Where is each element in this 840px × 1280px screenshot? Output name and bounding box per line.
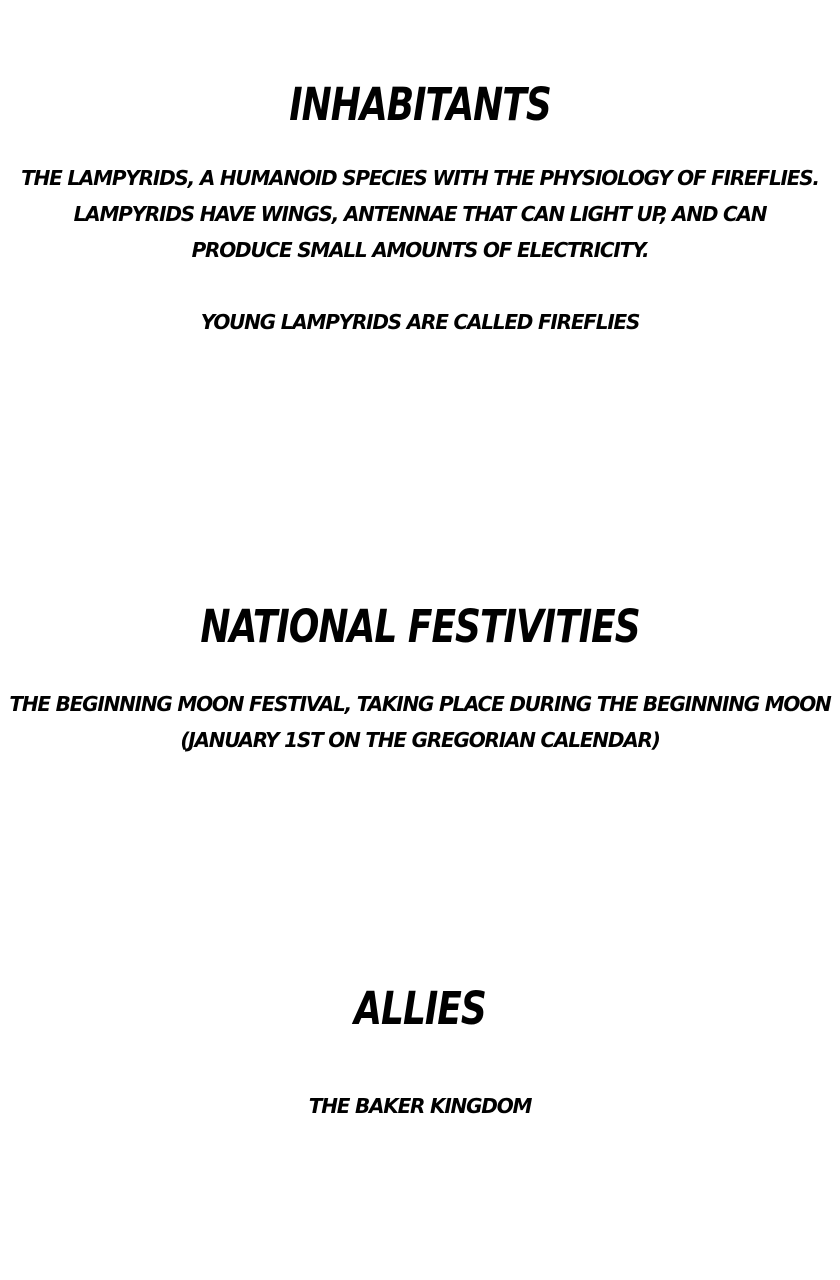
- section-heading-national-festivities: NATIONAL FESTIVITIES: [200, 602, 640, 654]
- festivities-line: (JANUARY 1ST ON THE GREGORIAN CALENDAR): [180, 728, 660, 752]
- section-heading-inhabitants: INHABITANTS: [289, 80, 551, 132]
- allies-line: THE BAKER KINGDOM: [308, 1094, 532, 1118]
- festivities-description: [0, 686, 840, 758]
- allies-description: [0, 1088, 840, 1124]
- inhabitants-description: [0, 160, 840, 268]
- inhabitants-line: LAMPYRIDS HAVE WINGS, ANTENNAE THAT CAN LIGHT UP, AND CAN: [73, 202, 767, 226]
- inhabitants-note: YOUNG LAMPYRIDS ARE CALLED FIREFLIES: [200, 310, 640, 334]
- section-heading-allies: ALLIES: [354, 984, 486, 1036]
- inhabitants-line: PRODUCE SMALL AMOUNTS OF ELECTRICITY.: [191, 238, 649, 262]
- festivities-line: THE BEGINNING MOON FESTIVAL, TAKING PLACE DURING THE BEGINNING MOON: [9, 692, 831, 716]
- inhabitants-line: THE LAMPYRIDS, A HUMANOID SPECIES WITH THE PHYSIOLOGY OF FIREFLIES.: [21, 166, 819, 190]
